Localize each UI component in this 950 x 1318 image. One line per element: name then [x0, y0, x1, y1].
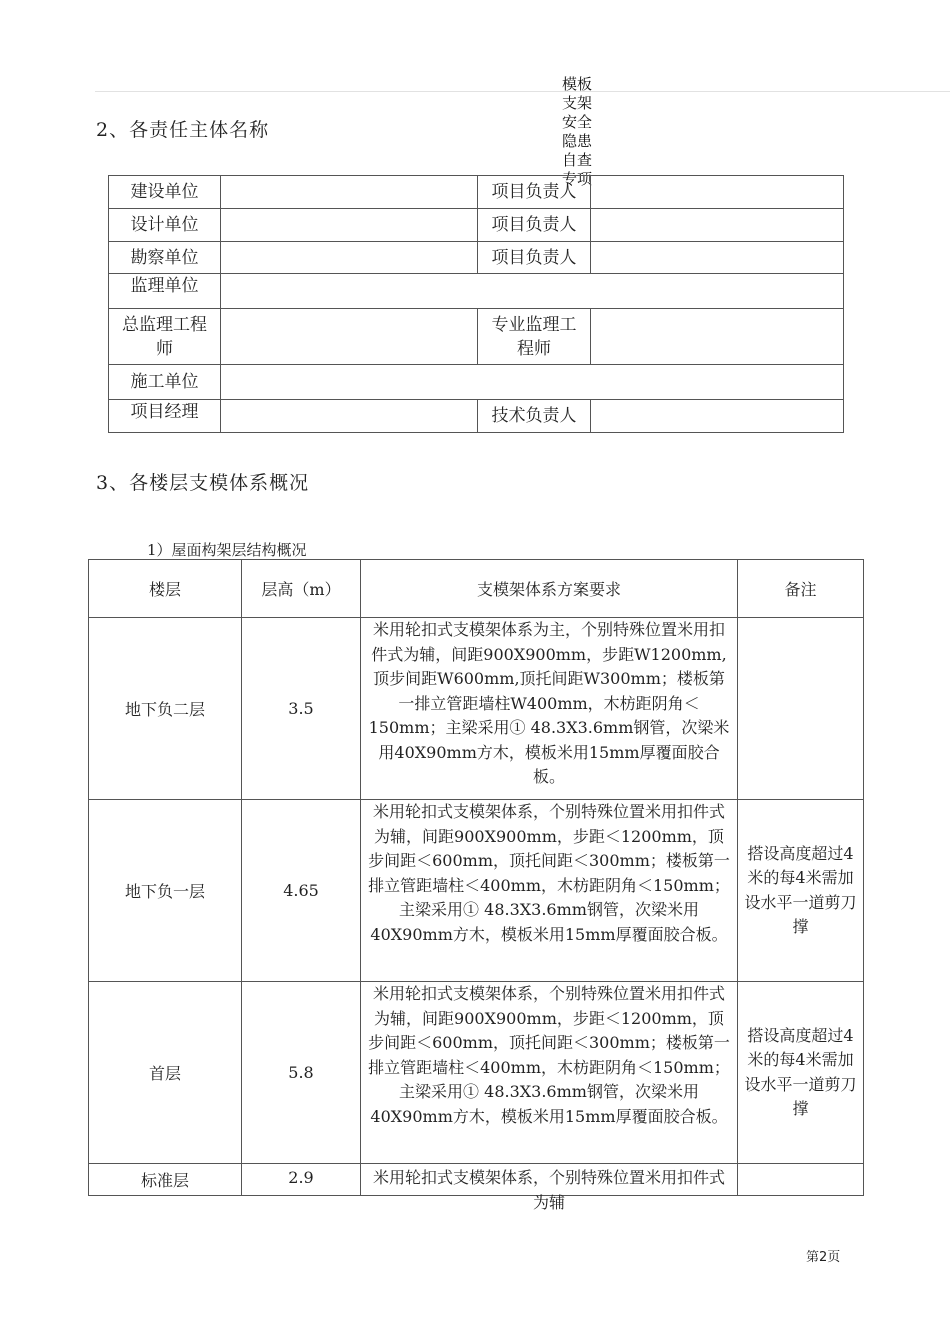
- row-value: [221, 274, 844, 309]
- header-floor: 楼层: [89, 560, 242, 618]
- row-label: 施工单位: [109, 365, 221, 400]
- table-row: [109, 176, 844, 209]
- height-cell: 2.9: [242, 1164, 361, 1196]
- plan-cell: 米用轮扣式支模架体系，个别特殊位置米用扣件式为辅，间距900X900mm，步距＜1200mm，顶步间距＜600mm，顶托间距＜300mm；楼板第一排立管距墙柱＜400mm，木枋距阴角＜150mm；主梁采用① 48.3X3.6mm钢管，次梁米用40X90mm方木，模板米用15mm厚覆面胶合板。: [361, 982, 738, 1164]
- header-height: 层高（m）: [242, 560, 361, 618]
- table-row: [89, 1164, 864, 1196]
- row-value: [221, 365, 844, 400]
- table-header-row: [89, 560, 864, 618]
- height-cell: 5.8: [242, 982, 361, 1164]
- floor-cell: 标准层: [89, 1164, 242, 1196]
- plan-cell: 米用轮扣式支模架体系，个别特殊位置米用扣件式为辅: [372, 1168, 725, 1212]
- plan-cell: 米用轮扣式支模架体系为主，个别特殊位置米用扣件式为辅，间距900X900mm，步距W1200mm,顶步间距W600mm,顶托间距W300mm；楼板第一排立管距墙柱W400mm，木枋距阴角＜150mm；主梁采用① 48.3X3.6mm钢管，次梁米用40X90mm方木，模板米用15mm厚覆面胶合板。: [361, 618, 738, 800]
- table-row: [109, 400, 844, 433]
- table-row: [109, 309, 844, 365]
- note-cell: [738, 618, 864, 800]
- row-label-2: 专业监理工程师: [478, 309, 591, 365]
- row-value: [221, 176, 478, 209]
- section-3-title: 3、各楼层支模体系概况: [96, 472, 310, 494]
- header-title-fragment: 模板支架安全隐患自查专项: [562, 75, 593, 188]
- floor-cell: 地下负二层: [89, 618, 242, 800]
- responsibility-table: [108, 175, 844, 433]
- height-cell: 4.65: [242, 800, 361, 982]
- row-value: [221, 400, 478, 433]
- floor-cell: 地下负一层: [89, 800, 242, 982]
- table-row: [109, 209, 844, 242]
- page-number: 第2页: [806, 1250, 841, 1265]
- subsection-title: 1）屋面构架层结构概况: [147, 541, 307, 559]
- row-label: 设计单位: [109, 209, 221, 242]
- row-label-2: 项目负责人: [478, 209, 591, 242]
- row-label: 建设单位: [109, 176, 221, 209]
- row-value-2: [591, 176, 844, 209]
- row-value-2: [591, 309, 844, 365]
- row-value-2: [591, 400, 844, 433]
- table-row: [89, 800, 864, 982]
- row-value-2: [591, 242, 844, 274]
- row-value: [221, 209, 478, 242]
- row-label: 总监理工程师: [109, 309, 221, 365]
- height-cell: 3.5: [242, 618, 361, 800]
- row-label: 监理单位: [109, 274, 221, 309]
- note-cell: [738, 1164, 864, 1196]
- table-row: [89, 982, 864, 1164]
- row-value-2: [591, 209, 844, 242]
- table-row: [109, 242, 844, 274]
- floor-cell: 首层: [89, 982, 242, 1164]
- row-value: [221, 309, 478, 365]
- table-row: [89, 618, 864, 800]
- floor-formwork-table: [88, 559, 864, 1212]
- table-row: [109, 274, 844, 309]
- row-value: [221, 242, 478, 274]
- row-label-2: 项目负责人: [478, 242, 591, 274]
- header-plan: 支模架体系方案要求: [361, 560, 738, 618]
- note-cell: 搭设高度超过4米的每4米需加设水平一道剪刀撑: [738, 982, 864, 1164]
- note-cell: 搭设高度超过4米的每4米需加设水平一道剪刀撑: [738, 800, 864, 982]
- plan-cell: 米用轮扣式支模架体系，个别特殊位置米用扣件式为辅，间距900X900mm，步距＜1200mm，顶步间距＜600mm，顶托间距＜300mm；楼板第一排立管距墙柱＜400mm，木枋距阴角＜150mm；主梁采用① 48.3X3.6mm钢管，次梁米用40X90mm方木，模板米用15mm厚覆面胶合板。: [361, 800, 738, 982]
- table-row: [109, 365, 844, 400]
- row-label: 项目经理: [109, 400, 221, 433]
- row-label-2: 技术负责人: [478, 400, 591, 433]
- row-label-2: 项目负责人: [478, 176, 591, 209]
- header-rule: [95, 91, 950, 92]
- section-2-title: 2、各责任主体名称: [96, 119, 270, 141]
- header-note: 备注: [738, 560, 864, 618]
- row-label: 勘察单位: [109, 242, 221, 274]
